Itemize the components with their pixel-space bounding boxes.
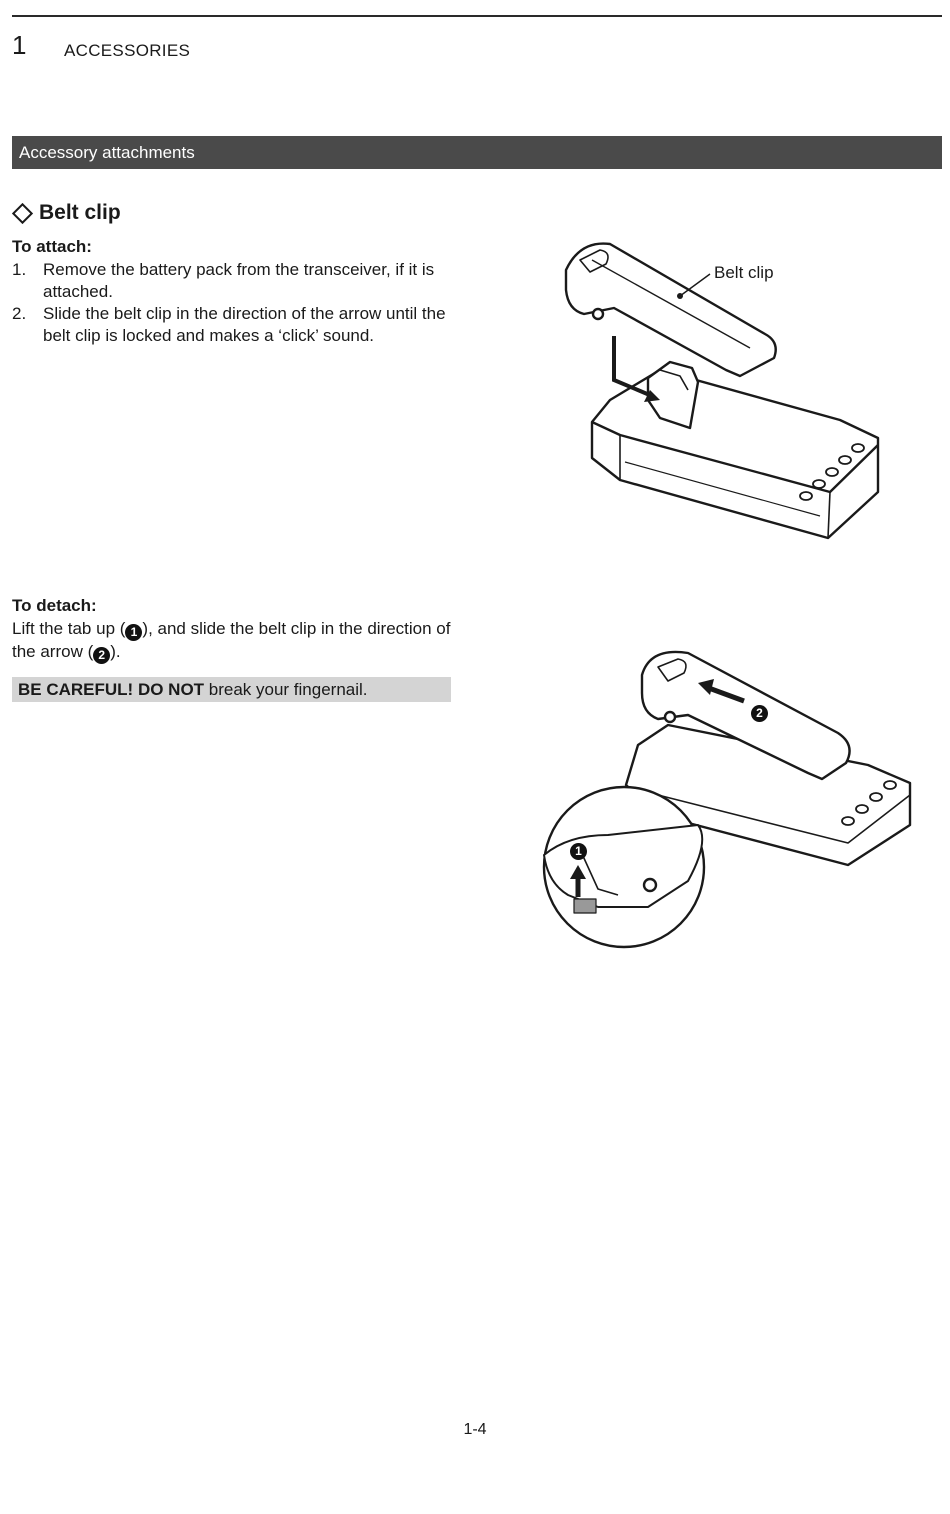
caution-text: break your fingernail. bbox=[204, 680, 368, 699]
attach-steps bbox=[12, 259, 452, 347]
attach-label: To attach: bbox=[12, 237, 92, 256]
page-number: 1-4 bbox=[463, 1421, 487, 1438]
detach-text-part: ). bbox=[110, 642, 121, 661]
figure-marker-2: 2 bbox=[751, 705, 768, 722]
detach-text-part: Lift the tab up ( bbox=[12, 619, 126, 638]
caution-box bbox=[12, 677, 451, 702]
step-number: 1. bbox=[12, 260, 27, 279]
detach-text-part: ), and slide the belt clip in the direction of the arrow ( bbox=[12, 619, 451, 661]
list-item bbox=[12, 259, 452, 303]
step-number: 2. bbox=[12, 304, 27, 323]
detach-instructions bbox=[12, 618, 452, 664]
chapter-title: ACCESSORIES bbox=[64, 41, 191, 60]
battery-pack bbox=[592, 370, 878, 538]
detach-illustration bbox=[538, 645, 918, 950]
header-rule bbox=[12, 15, 942, 17]
chapter-number: 1 bbox=[12, 30, 27, 60]
caution-bold: BE CAREFUL! DO NOT bbox=[18, 680, 205, 699]
subsection-heading bbox=[12, 201, 121, 225]
figure-marker-1: 1 bbox=[570, 843, 587, 860]
detach-label: To detach: bbox=[12, 596, 97, 615]
subsection-heading-text: Belt clip bbox=[39, 201, 121, 224]
belt-clip-callout: Belt clip bbox=[714, 263, 774, 282]
diamond-icon bbox=[12, 202, 33, 223]
step-text: Slide the belt clip in the direction of the arrow until the belt clip is locked and makes a ‘click’ sound. bbox=[43, 304, 446, 345]
section-title-bar: Accessory attachments bbox=[12, 136, 942, 169]
list-item bbox=[12, 303, 452, 347]
step-marker-2: 2 bbox=[93, 647, 110, 664]
step-text: Remove the battery pack from the transceiver, if it is attached. bbox=[43, 260, 435, 301]
step-marker-1: 1 bbox=[125, 624, 142, 641]
